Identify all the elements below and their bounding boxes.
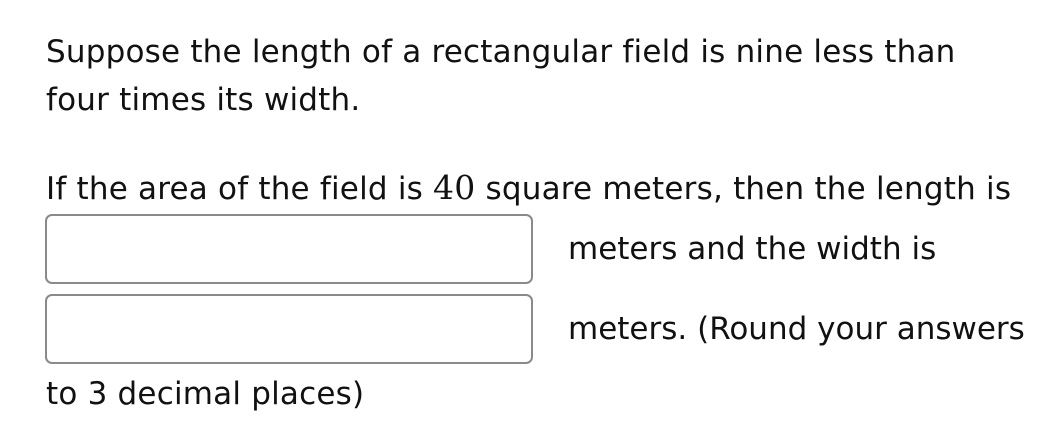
after-width-text: meters. (Round your answers xyxy=(568,311,1025,347)
question-text-line-2: four times its width. xyxy=(46,82,361,118)
rounding-instruction: to 3 decimal places) xyxy=(46,376,365,412)
area-sentence-prefix: If the area of the field is xyxy=(46,171,434,207)
after-length-text: meters and the width is xyxy=(568,231,937,267)
question-text-line-1: Suppose the length of a rectangular field is nine less than xyxy=(46,34,956,70)
area-value: 40 xyxy=(433,168,476,207)
area-sentence-suffix: square meters, then the length is xyxy=(475,171,1012,207)
length-answer-input[interactable] xyxy=(45,214,533,284)
area-sentence xyxy=(46,168,1011,209)
width-answer-input[interactable] xyxy=(45,294,533,364)
